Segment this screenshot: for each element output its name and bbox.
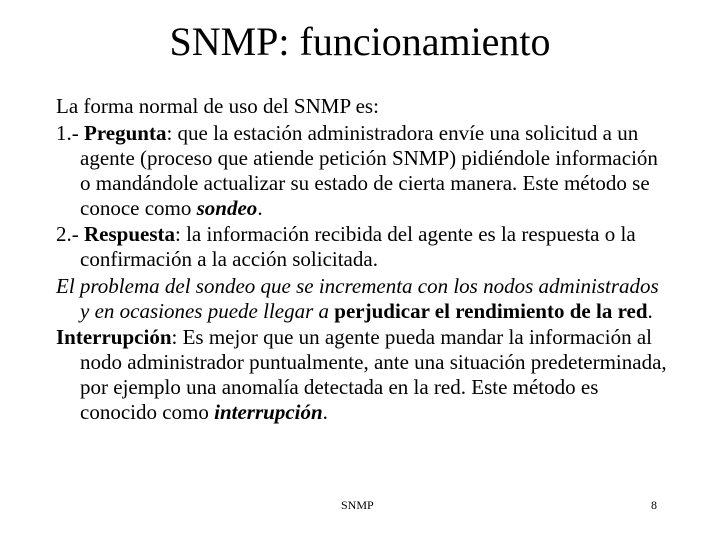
item-1-paragraph (56, 121, 671, 221)
item-1-text: : que la estación administradora envíe una solicitud a un agente (proceso que atiende petición SNMP) pidiéndole información o mandándole actualizar su estado de cierta manera. Este método se conoce como (80, 120, 658, 220)
interrupt-end: . (322, 400, 328, 424)
item-2-prefix: 2.- (56, 222, 84, 246)
interrupt-paragraph (56, 325, 671, 425)
footer-label: SNMP (341, 498, 374, 512)
interrupt-emphasis: interrupción (214, 400, 323, 424)
interrupt-term: Interrupción (56, 325, 172, 349)
slide-title: SNMP: funcionamiento (169, 19, 551, 64)
interrupt-text: : Es mejor que un agente pueda mandar la información al nodo administrador puntualmente, ante una situación predeterminada, por ejemplo una anomalía detectada en la red. Este método es conocido como (80, 325, 667, 424)
problem-italic: El problema del sondeo que se incrementa con los nodos administrados y en ocasiones puede llegar a (56, 273, 659, 323)
intro-text: La forma normal de uso del SNMP es: (56, 94, 379, 118)
problem-paragraph (56, 274, 671, 324)
item-1-end: . (257, 195, 263, 220)
problem-end: . (647, 298, 653, 323)
item-1-prefix: 1.- (56, 120, 84, 145)
intro-paragraph (56, 94, 671, 119)
page-number: 8 (651, 498, 657, 512)
problem-bold: perjudicar el rendimiento de la red (334, 298, 648, 323)
item-2-text: : la información recibida del agente es la respuesta o la confirmación a la acción solicitada. (80, 222, 636, 271)
item-2-paragraph (56, 222, 671, 272)
item-1-emphasis: sondeo (196, 195, 258, 220)
item-1-term: Pregunta (84, 120, 167, 145)
slide-body (56, 94, 671, 427)
item-2-term: Respuesta (84, 222, 176, 246)
